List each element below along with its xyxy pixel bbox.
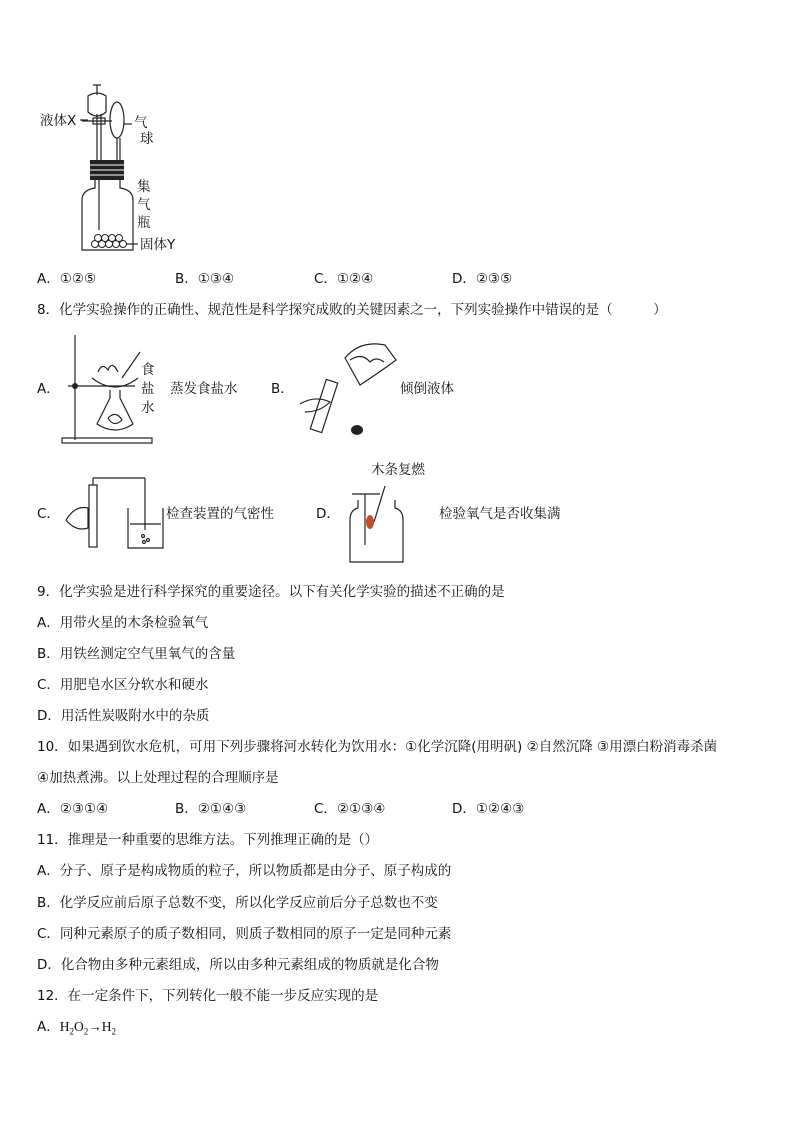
q7-option-b: B．①③④ [175,271,235,287]
q9-option-d: D．用活性炭吸附水中的杂质 [37,708,210,724]
q12-option-a [37,1018,116,1041]
q8-a-label-2: 盐 [141,381,155,397]
q8-a-label-3: 水 [141,400,155,416]
q7-option-a: A．①②⑤ [37,271,97,287]
q11-option-d: D．化合物由多种元素组成，所以由多种元素组成的物质就是化合物 [37,957,439,973]
q8-d-top-label: 木条复燃 [371,462,425,478]
solid-y-label: 固体Y [140,237,176,253]
q8-option-b-caption: 倾倒液体 [400,381,454,397]
q9-stem: 9．化学实验是进行科学探究的重要途径。以下有关化学实验的描述不正确的是 [37,584,505,600]
balloon-label-1: 气 [134,115,148,131]
q12-stem: 12．在一定条件下，下列转化一般不能一步反应实现的是 [37,988,379,1004]
q8-option-d-caption: 检验氧气是否收集满 [439,506,561,522]
bottle-label-1: 集 [137,179,151,195]
q8-option-c-caption: 检查装置的气密性 [166,506,274,522]
q8-option-a-letter: A． [37,381,60,397]
q8-option-d-letter: D． [316,506,340,522]
liquid-x-label: 液体X [40,113,77,129]
q8-option-a-caption: 蒸发食盐水 [170,381,238,397]
q11-option-c: C．同种元素原子的质子数相同，则质子数相同的原子一定是同种元素 [37,926,452,942]
q12-h2: H [101,1019,112,1034]
q7-option-d: D．②③⑤ [452,271,513,287]
q11-stem: 11．推理是一种重要的思维方法。下列推理正确的是（） [37,832,379,848]
q8-a-label-1: 食 [141,362,155,378]
q7-option-c: C．①②④ [314,271,374,287]
q10-stem-line2: ④加热煮沸。以上处理过程的合理顺序是 [37,770,279,786]
bottle-label-3: 瓶 [137,215,151,231]
q12-sub2: 2 [83,1026,89,1037]
q12-option-a-prefix: A． [37,1019,60,1035]
q12-sub1: 2 [69,1026,74,1037]
q8-option-c-letter: C． [37,506,60,522]
bottle-label-2: 气 [137,197,151,213]
q9-option-a: A．用带火星的木条检验氧气 [37,615,209,631]
q9-option-b: B．用铁丝测定空气里氧气的含量 [37,646,236,662]
balloon-label-2: 球 [140,131,154,147]
q9-option-c: C．用肥皂水区分软水和硬水 [37,677,209,693]
q10-option-b: B．②①④③ [175,801,247,817]
q11-option-a: A．分子、原子是构成物质的粒子，所以物质都是由分子、原子构成的 [37,863,452,879]
q11-option-b: B．化学反应前后原子总数不变，所以化学反应前后分子总数也不变 [37,895,438,911]
q10-stem-line1: 10．如果遇到饮水危机，可用下列步骤将河水转化为饮用水：①化学沉降(用明矾) ②自然沉降 ③用漂白粉消毒杀菌 [37,739,718,755]
q12-sub3: 2 [111,1026,116,1037]
q10-option-c: C．②①③④ [314,801,386,817]
q8-option-b-letter: B． [271,381,294,397]
q10-option-a: A．②③①④ [37,801,109,817]
q12-h: H [59,1019,70,1034]
q12-arrow: → [88,1019,102,1034]
q10-option-d: D．①②④③ [452,801,525,817]
q12-o: O [74,1019,84,1034]
q8-stem: 8．化学实验操作的正确性、规范性是科学探究成败的关键因素之一，下列实验操作中错误的是（ ） [37,302,667,318]
